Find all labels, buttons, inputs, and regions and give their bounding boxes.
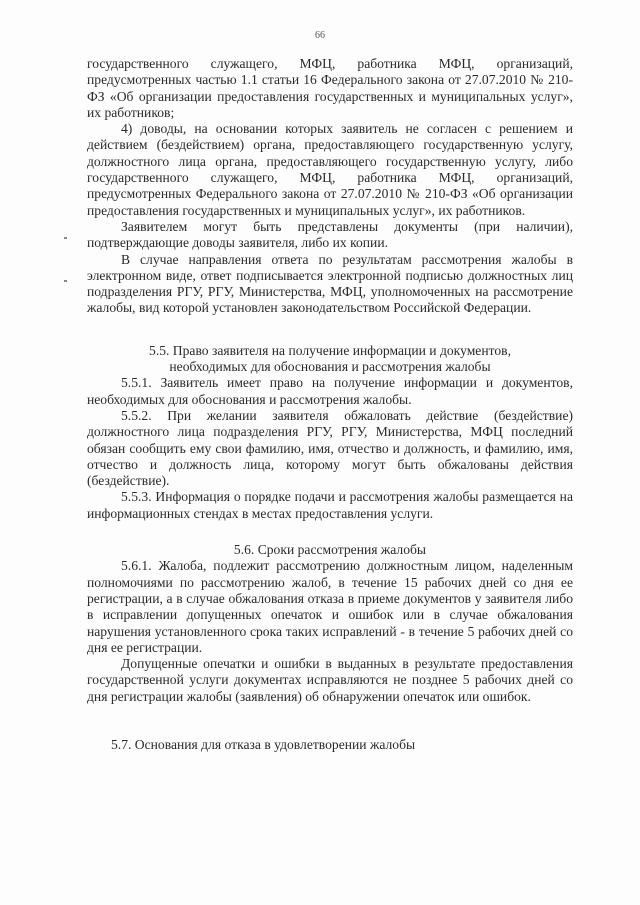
scan-artifact-mark <box>64 237 67 239</box>
page-number: 66 <box>315 30 325 41</box>
section-heading-5-6: 5.6. Сроки рассмотрения жалобы <box>233 542 427 558</box>
paragraph-item-4: 4) доводы, на основании которых заявитель не согласен с решением и действием (бездействием) органа, предоставляющего государственную услугу, должностного лица органа, предоставляющего государственную услугу, либо государственного служащего, МФЦ, работника МФЦ, организаций, предусмотренных Федерального закона от 27.07.2010 № 210-ФЗ «Об организации предоставления государственных и муниципальных услуг», их работников. <box>87 121 573 218</box>
paragraph-5-6-1: 5.6.1. Жалоба, подлежит рассмотрению должностным лицом, наделенным полномочиями по рассмотрению жалоб, в течение 15 рабочих дней со дня ее регистрации, а в случае обжалования отказа в приеме документов у заявителя либо в исправлении допущенных опечаток и ошибок или в случае обжалования нарушения установленного срока таких исправлений - в течение 5 рабочих дней со дня ее регистрации. <box>87 558 573 655</box>
paragraph-continuation: государственного служащего, МФЦ, работника МФЦ, организаций, предусмотренных частью 1.1 статьи 16 Федерального закона от 27.07.2010 № 210-ФЗ «Об организации предоставления государственных и муниципальных услуг», их работников; <box>87 56 573 120</box>
section-heading-5-5-line2: необходимых для обоснования и рассмотрения жалобы <box>169 359 491 375</box>
paragraph-5-5-2: 5.5.2. При желании заявителя обжаловать действие (бездействие) должностного лица подразделения РГУ, РГУ, Министерства, МФЦ последний обязан сообщить ему свои фамилию, имя, отчество и должность, и фамилию, имя, отчество и должность лица, которому могут быть обжалованы действия (бездействие). <box>87 407 573 489</box>
paragraph-documents: Заявителем могут быть представлены документы (при наличии), подтверждающие доводы заявителя, либо их копии. <box>87 218 573 251</box>
paragraph-5-5-3: 5.5.3. Информация о порядке подачи и рассмотрения жалобы размещается на информационных стендах в местах предоставления услуги. <box>87 489 573 521</box>
section-heading-5-7: 5.7. Основания для отказа в удовлетворении жалобы <box>111 736 416 752</box>
scan-artifact-mark <box>64 280 67 282</box>
paragraph-typos: Допущенные опечатки и ошибки в выданных в результате предоставления государственной услуги документах исправляются не позднее 5 рабочих дней со дня регистрации жалобы (заявления) об обнаружении опечаток или ошибок. <box>87 656 573 704</box>
section-heading-5-5 <box>87 343 573 376</box>
paragraph-5-5-1: 5.5.1. Заявитель имеет право на получение информации и документов, необходимых для обоснования и рассмотрения жалобы. <box>87 375 573 407</box>
paragraph-electronic-response: В случае направления ответа по результатам рассмотрения жалобы в электронном виде, ответ подписывается электронной подписью должностных лиц подразделения РГУ, РГУ, Министерства, МФЦ, уполномоченных на рассмотрение жалобы, вид которой установлен законодательством Российской Федерации. <box>87 251 573 316</box>
document-body <box>87 56 573 753</box>
section-heading-5-5-line1: 5.5. Право заявителя на получение информации и документов, <box>149 342 511 358</box>
